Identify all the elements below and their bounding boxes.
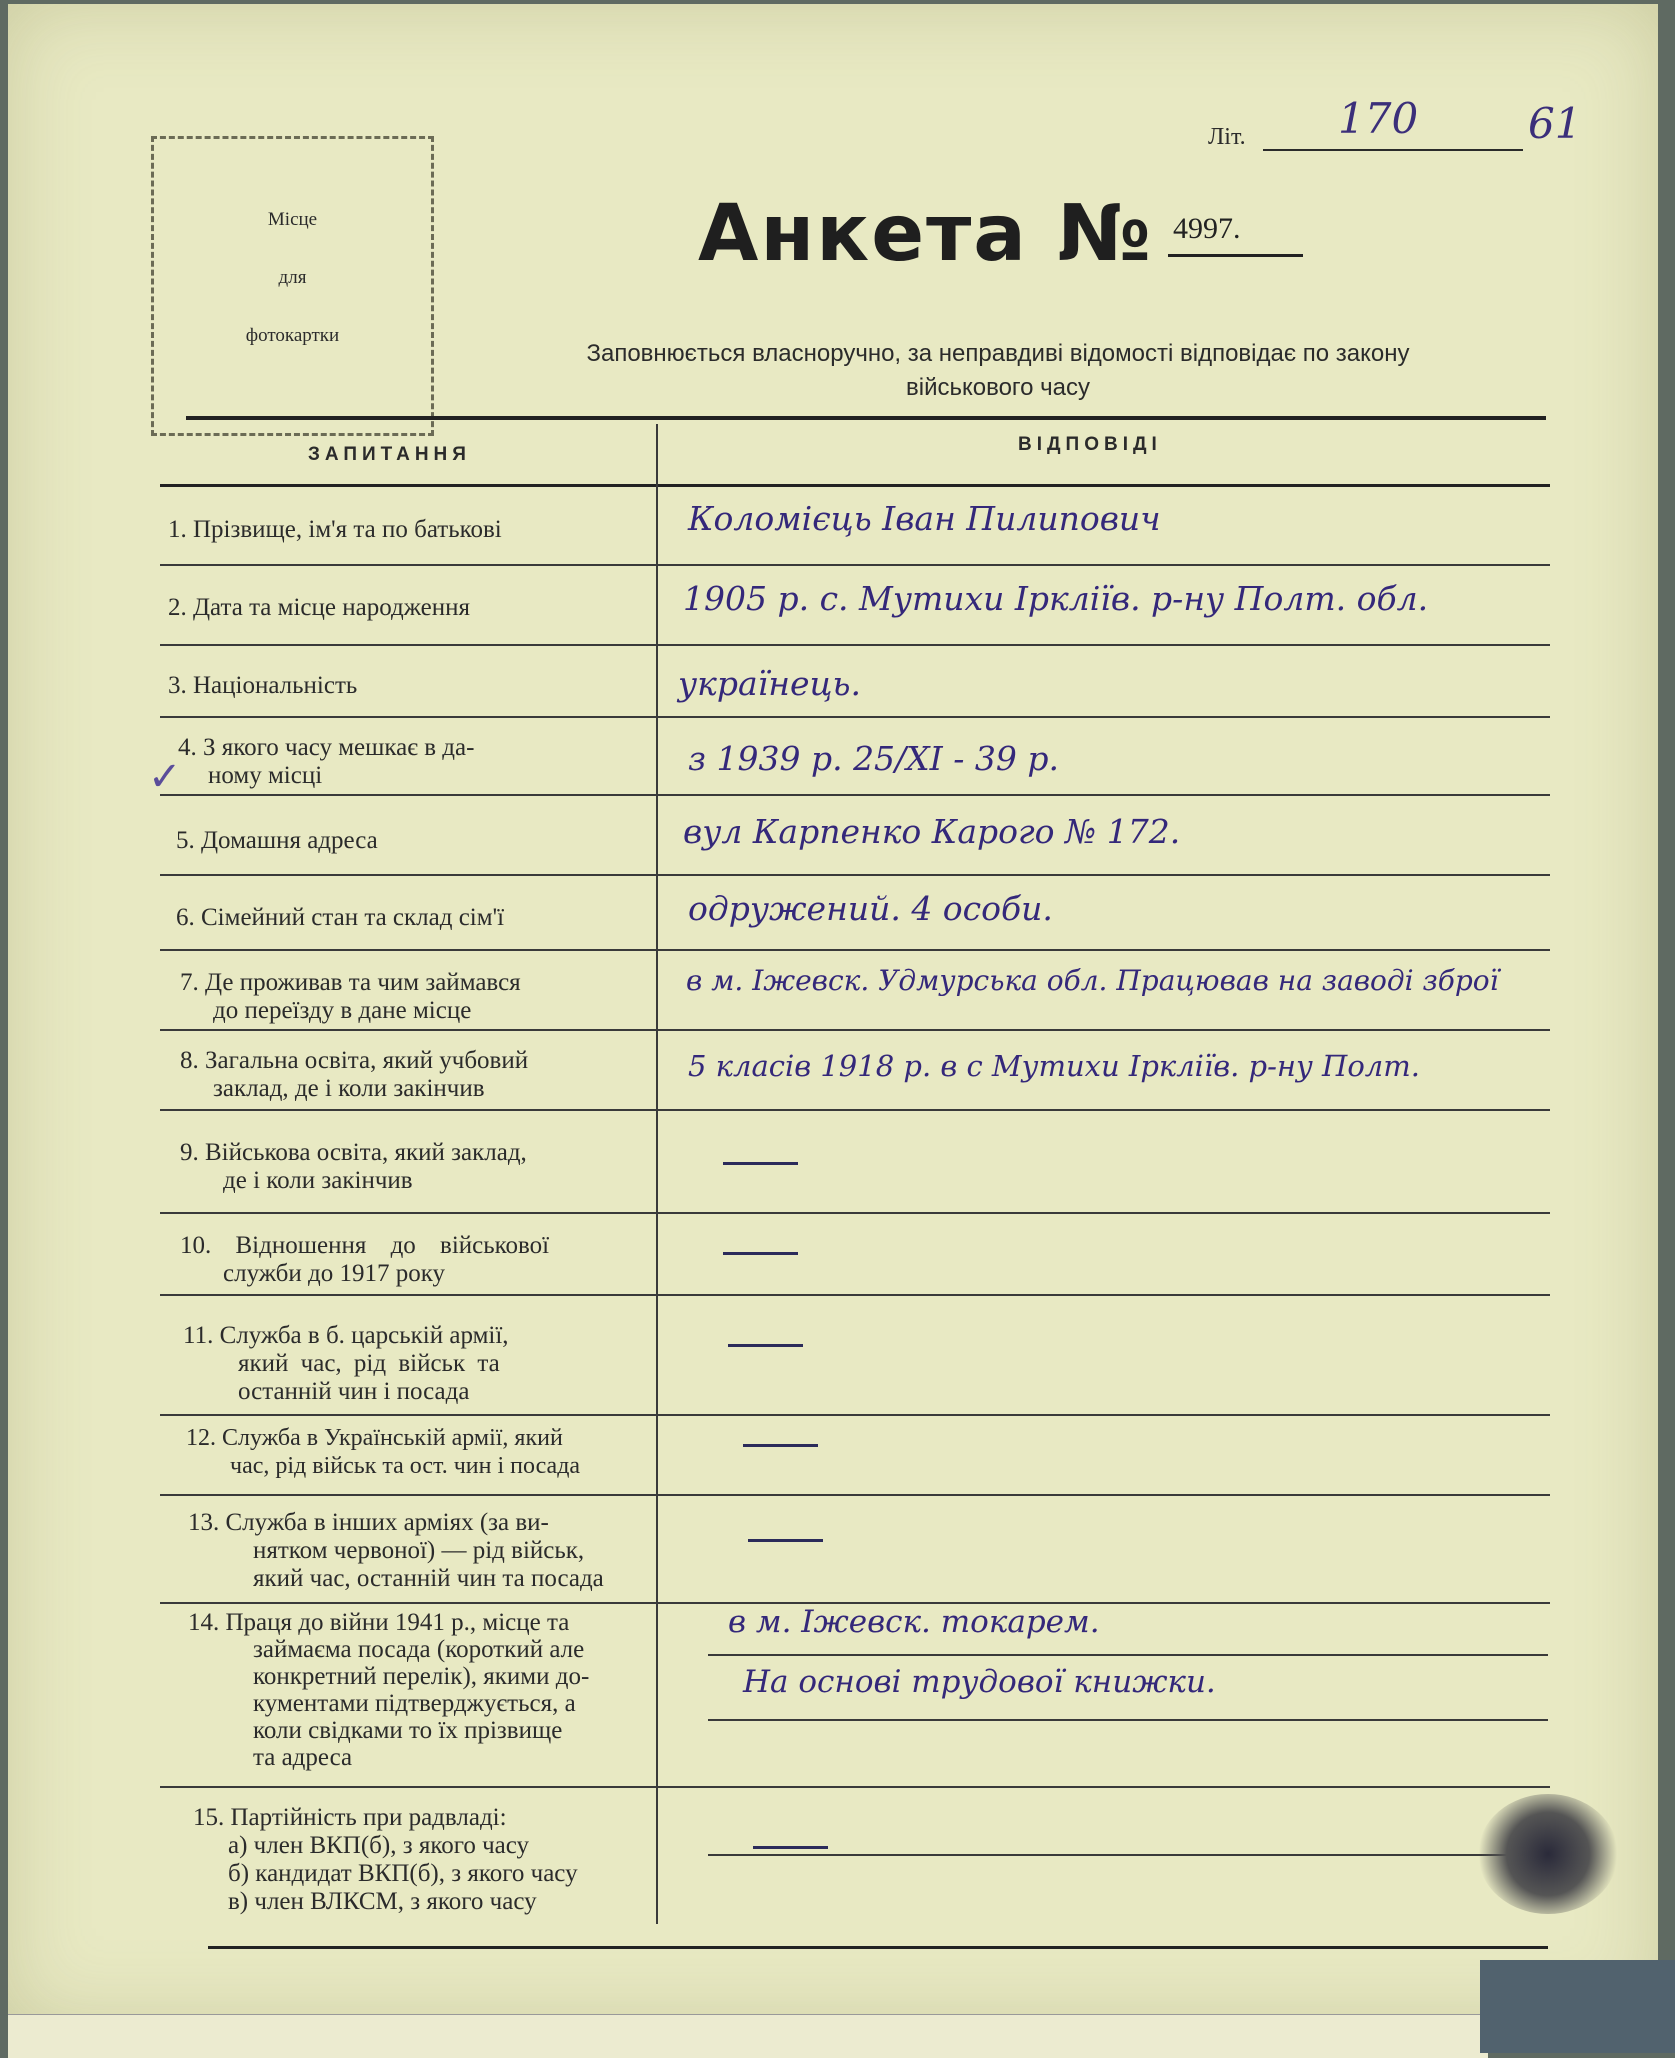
answer-dash: [748, 1539, 823, 1542]
row-divider: [160, 1294, 1550, 1296]
photo-label-line: Місце: [267, 209, 318, 230]
question-label: 8. Загальна освіта, який учбовий: [180, 1047, 529, 1074]
row-divider: [160, 1029, 1550, 1031]
table-top-rule: [186, 416, 1546, 420]
question-label: 2. Дата та місце народження: [168, 594, 471, 621]
answer-text: 5 класів 1918 р. в с Мутихи Іркліїв. р-ну Полт.: [688, 1049, 1420, 1083]
photo-label-line: для: [278, 267, 307, 288]
answer-text: в м. Іжевск. токарем.: [728, 1604, 1100, 1640]
lit-label: Літ.: [1208, 124, 1246, 150]
question-label: займаєма посада (короткий але: [253, 1636, 585, 1663]
row-divider: [160, 1414, 1550, 1416]
question-label: а) член ВКП(б), з якого часу: [228, 1832, 530, 1859]
question-label: заклад, де і коли закінчив: [213, 1075, 485, 1102]
answer-text: в м. Іжевск. Удмурська обл. Працював на заводі зброї: [686, 964, 1499, 997]
question-label: в) член ВЛКСМ, з якого часу: [228, 1888, 537, 1915]
answer-text: 1905 р. с. Мутихи Іркліїв. р-ну Полт. обл.: [683, 579, 1429, 618]
row-divider: [160, 644, 1550, 646]
question-label: кументами підтверджується, а: [253, 1690, 576, 1717]
subtitle: [438, 337, 1558, 405]
question-label: та адреса: [253, 1744, 353, 1771]
answer-text: українець.: [678, 664, 861, 703]
answer-guide-line: [708, 1854, 1548, 1856]
question-label: 6. Сімейний стан та склад сім'ї: [176, 904, 505, 931]
answer-guide-line: [708, 1654, 1548, 1656]
question-label: 11. Служба в б. царській армії,: [183, 1322, 509, 1349]
answer-dash: [723, 1162, 798, 1165]
table-header-rule: [160, 484, 1550, 487]
form-number-underline: [1168, 254, 1303, 257]
question-label: 4. З якого часу мешкає в да-: [178, 734, 475, 761]
question-label: останній чин і посада: [238, 1378, 470, 1405]
question-label: б) кандидат ВКП(б), з якого часу: [228, 1860, 578, 1887]
question-label: нятком червоної) — рід військ,: [253, 1537, 585, 1564]
question-label: 12. Служба в Українській армії, який: [186, 1425, 563, 1451]
question-label: який час, останній чин та посада: [253, 1565, 604, 1592]
question-label: 1. Прізвище, ім'я та по батькові: [168, 516, 502, 543]
photo-label-line: фотокартки: [245, 325, 340, 346]
question-label: який час, рід військ та: [238, 1350, 500, 1377]
question-label: служби до 1917 року: [223, 1260, 446, 1287]
answer-dash: [743, 1444, 818, 1447]
row-divider: [160, 874, 1550, 876]
background-folder: [1480, 1960, 1675, 2053]
column-header-questions: ЗАПИТАННЯ: [308, 444, 471, 465]
column-header-answers: ВІДПОВІДІ: [1018, 434, 1162, 455]
column-divider: [656, 424, 658, 1924]
question-label: 13. Служба в інших арміях (за ви-: [188, 1509, 549, 1536]
lit-underline: [1263, 149, 1523, 151]
row-divider: [160, 1494, 1550, 1496]
page-title: Анкета №: [698, 189, 1153, 279]
underlying-sheet: [8, 2014, 1488, 2058]
answer-text: одружений. 4 особи.: [688, 889, 1053, 928]
answer-text: вул Карпенко Карого № 172.: [683, 812, 1181, 851]
row-divider: [160, 716, 1550, 718]
answer-dash: [753, 1846, 828, 1849]
table-bottom-rule: [208, 1946, 1548, 1949]
answer-text: з 1939 р. 25/XI - 39 р.: [688, 739, 1059, 778]
question-label: час, рід військ та ост. чин і посада: [230, 1453, 581, 1479]
check-mark-icon: ✓: [148, 754, 182, 800]
answer-text: Коломієць Іван Пилипович: [688, 499, 1161, 538]
question-label: 15. Партійність при радвладі:: [193, 1804, 507, 1831]
answer-dash: [723, 1252, 798, 1255]
answer-text: На основі трудової книжки.: [743, 1664, 1216, 1700]
row-divider: [160, 1109, 1550, 1111]
subtitle-line: військового часу: [905, 374, 1091, 401]
lit-value: 170: [1338, 94, 1419, 143]
answer-dash: [728, 1344, 803, 1347]
ink-stain: [1478, 1794, 1618, 1914]
subtitle-line: Заповнюється власноручно, за неправдиві відомості відповідає по закону: [586, 340, 1410, 367]
row-divider: [160, 794, 1550, 796]
lit-page: 61: [1528, 99, 1582, 148]
question-label: 14. Праця до війни 1941 р., місце та: [188, 1609, 570, 1636]
row-divider: [160, 564, 1550, 566]
row-divider: [160, 1212, 1550, 1214]
question-label: конкретний перелік), якими до-: [253, 1663, 590, 1690]
question-label: ному місці: [208, 762, 323, 789]
question-label: 5. Домашня адреса: [176, 827, 378, 854]
questionnaire-sheet: [8, 4, 1658, 2024]
row-divider: [160, 1786, 1550, 1788]
question-label: 9. Військова освіта, який заклад,: [180, 1139, 527, 1166]
question-label: до переїзду в дане місце: [213, 997, 472, 1024]
form-number: 4997.: [1173, 212, 1241, 245]
question-label: коли свідками то їх прізвище: [253, 1717, 563, 1744]
question-label: де і коли закінчив: [223, 1167, 413, 1194]
question-label: 10. Відношення до військової: [180, 1232, 550, 1259]
question-label: 7. Де проживав та чим займався: [180, 969, 521, 996]
row-divider: [160, 949, 1550, 951]
photo-placeholder: [151, 136, 434, 436]
answer-guide-line: [708, 1719, 1548, 1721]
question-label: 3. Національність: [168, 672, 358, 699]
